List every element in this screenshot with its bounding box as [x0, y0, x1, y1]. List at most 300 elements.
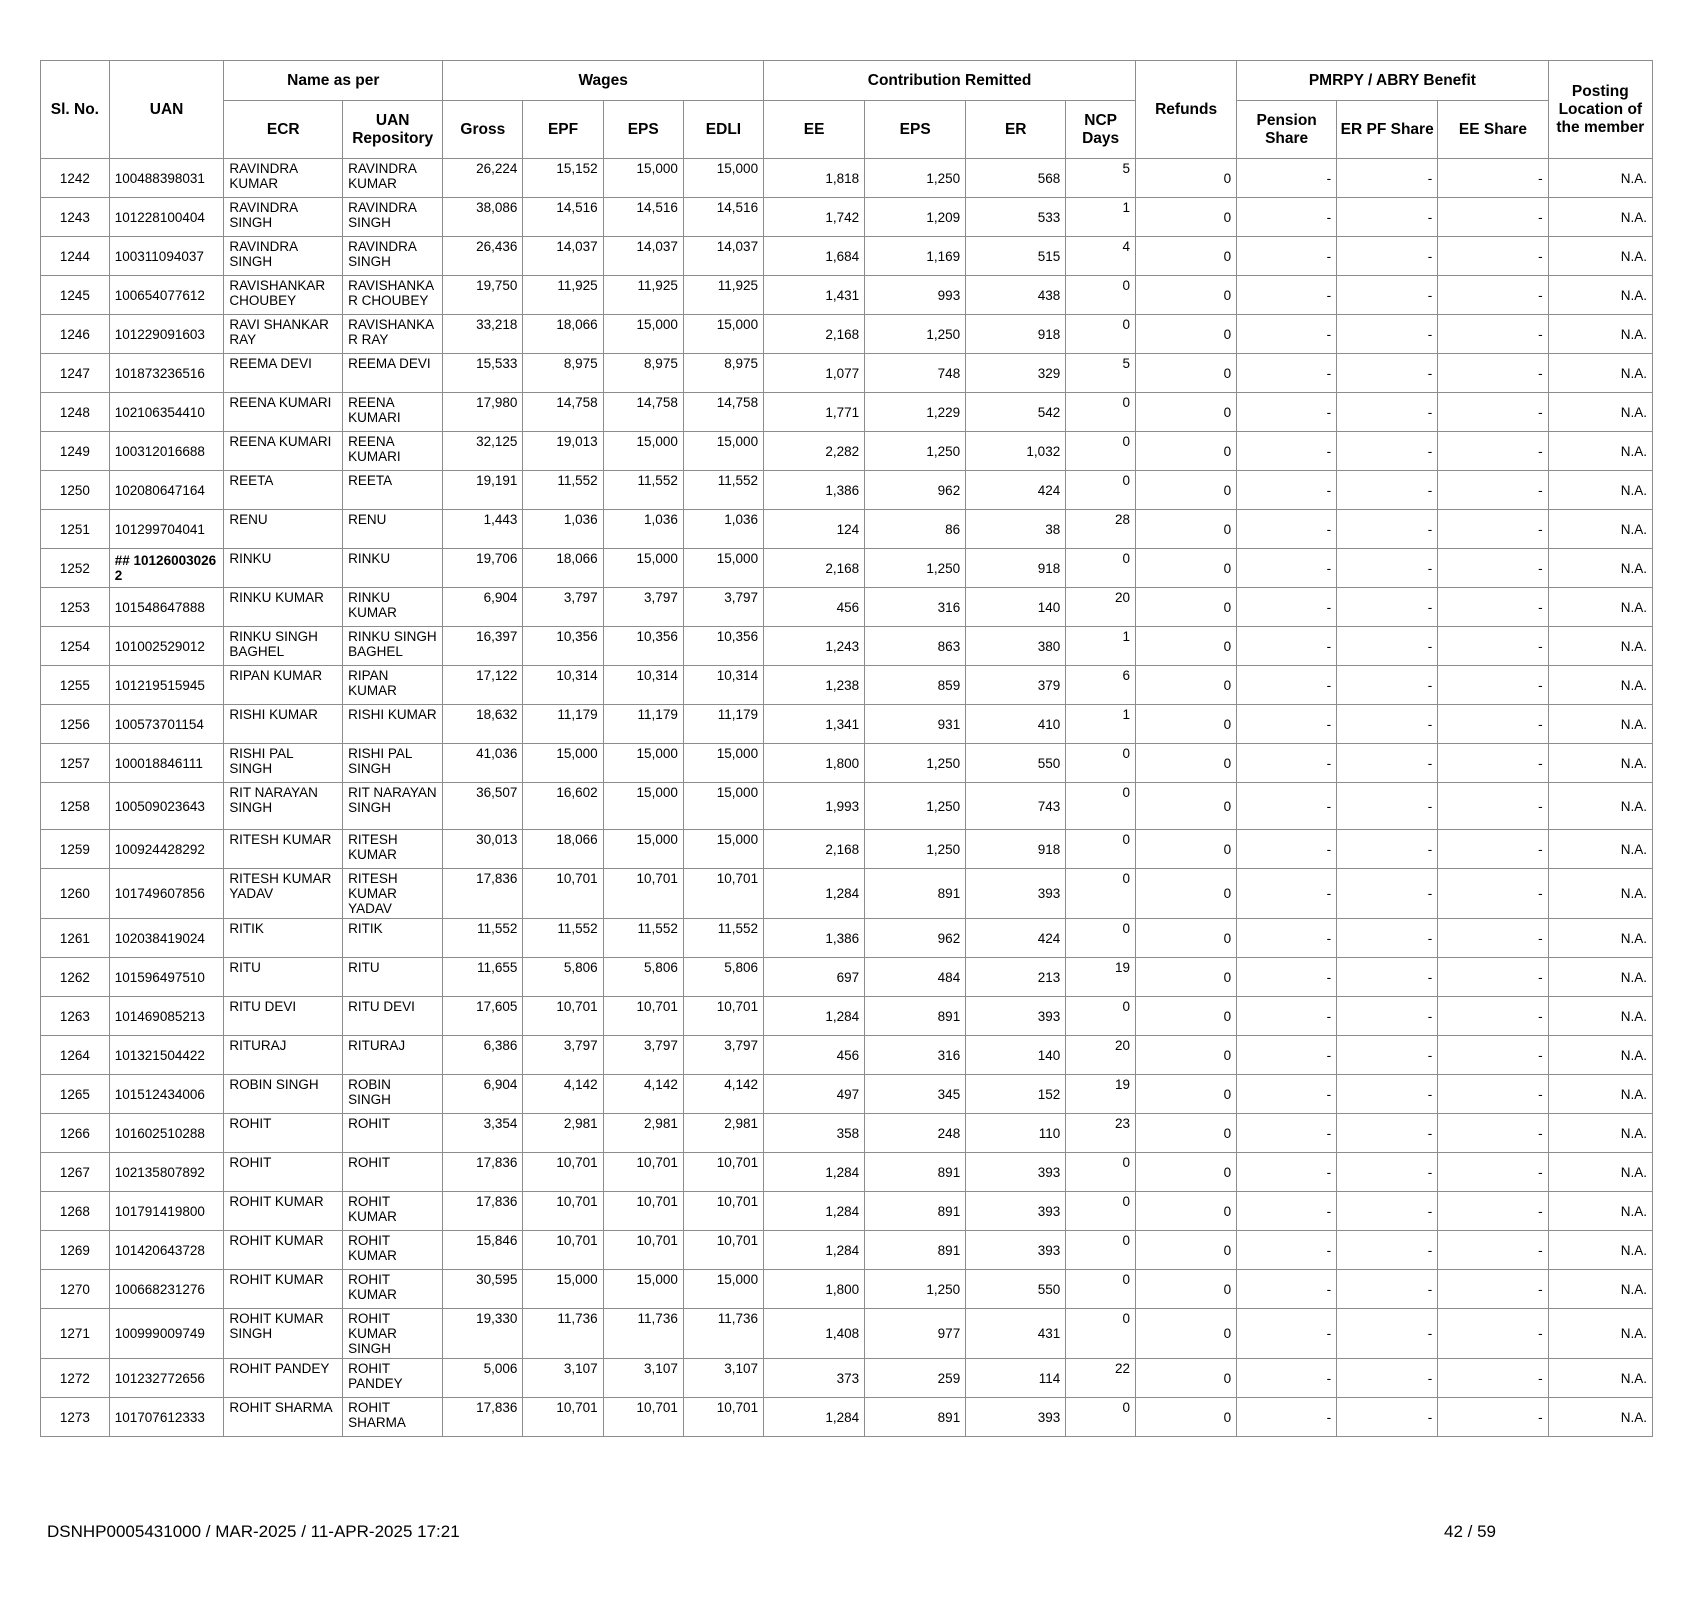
cell-name-ecr: RAVINDRA SINGH — [224, 237, 343, 276]
cell-epf: 10,701 — [523, 869, 603, 919]
cell-ee-share: - — [1438, 315, 1548, 354]
cell-uan: ## 10126003026 2 — [109, 549, 224, 588]
cell-er-pf-share: - — [1337, 393, 1438, 432]
cell-sl-no: 1246 — [41, 315, 110, 354]
cell-gross: 36,507 — [443, 783, 523, 830]
cell-eps-contribution: 259 — [865, 1359, 966, 1398]
cell-er: 515 — [966, 237, 1066, 276]
cell-ncp-days: 19 — [1066, 958, 1136, 997]
cell-name-ecr: RITU DEVI — [224, 997, 343, 1036]
cell-name-uan-repository: REETA — [343, 471, 443, 510]
cell-refunds: 0 — [1136, 1192, 1237, 1231]
cell-er-pf-share: - — [1337, 1153, 1438, 1192]
cell-er-pf-share: - — [1337, 744, 1438, 783]
cell-uan: 100668231276 — [109, 1270, 224, 1309]
header-ee: EE — [764, 101, 865, 159]
cell-sl-no: 1265 — [41, 1075, 110, 1114]
cell-refunds: 0 — [1136, 315, 1237, 354]
cell-ee-share: - — [1438, 1270, 1548, 1309]
cell-ee: 1,684 — [764, 237, 865, 276]
cell-sl-no: 1264 — [41, 1036, 110, 1075]
cell-uan: 101596497510 — [109, 958, 224, 997]
cell-epf: 10,701 — [523, 1231, 603, 1270]
cell-eps: 10,701 — [603, 1231, 683, 1270]
cell-name-ecr: RAVI SHANKAR RAY — [224, 315, 343, 354]
cell-posting-location: N.A. — [1548, 627, 1652, 666]
cell-pension-share: - — [1237, 1398, 1337, 1437]
cell-er-pf-share: - — [1337, 783, 1438, 830]
cell-sl-no: 1257 — [41, 744, 110, 783]
cell-edli: 3,797 — [683, 588, 763, 627]
cell-eps: 3,797 — [603, 1036, 683, 1075]
table-row — [41, 159, 1653, 198]
cell-refunds: 0 — [1136, 783, 1237, 830]
cell-refunds: 0 — [1136, 1075, 1237, 1114]
cell-epf: 10,314 — [523, 666, 603, 705]
cell-ee: 358 — [764, 1114, 865, 1153]
cell-name-ecr: RITURAJ — [224, 1036, 343, 1075]
cell-pension-share: - — [1237, 1153, 1337, 1192]
cell-name-ecr: ROHIT SHARMA — [224, 1398, 343, 1437]
cell-name-uan-repository: RITU — [343, 958, 443, 997]
cell-eps: 3,107 — [603, 1359, 683, 1398]
cell-ee: 1,408 — [764, 1309, 865, 1359]
cell-epf: 3,107 — [523, 1359, 603, 1398]
cell-epf: 10,701 — [523, 1398, 603, 1437]
cell-uan: 101602510288 — [109, 1114, 224, 1153]
header-sl-no: Sl. No. — [41, 61, 110, 159]
cell-eps-contribution: 1,250 — [865, 315, 966, 354]
cell-gross: 19,330 — [443, 1309, 523, 1359]
header-pension-share: Pension Share — [1237, 101, 1337, 159]
cell-eps-contribution: 484 — [865, 958, 966, 997]
cell-epf: 8,975 — [523, 354, 603, 393]
table-row — [41, 869, 1653, 919]
table-row — [41, 958, 1653, 997]
cell-name-ecr: RIPAN KUMAR — [224, 666, 343, 705]
footer-document-id: DSNHP0005431000 / MAR-2025 / 11-APR-2025 17:21 — [47, 1522, 460, 1541]
cell-ncp-days: 0 — [1066, 1231, 1136, 1270]
cell-eps: 10,701 — [603, 1192, 683, 1231]
cell-eps: 4,142 — [603, 1075, 683, 1114]
cell-ncp-days: 19 — [1066, 1075, 1136, 1114]
cell-pension-share: - — [1237, 354, 1337, 393]
cell-ee-share: - — [1438, 432, 1548, 471]
cell-uan: 100312016688 — [109, 432, 224, 471]
cell-edli: 3,797 — [683, 1036, 763, 1075]
cell-eps-contribution: 1,169 — [865, 237, 966, 276]
cell-er-pf-share: - — [1337, 919, 1438, 958]
cell-name-uan-repository: ROHIT SHARMA — [343, 1398, 443, 1437]
cell-ee: 2,282 — [764, 432, 865, 471]
cell-pension-share: - — [1237, 471, 1337, 510]
cell-edli: 10,701 — [683, 1231, 763, 1270]
cell-edli: 10,701 — [683, 869, 763, 919]
table-row — [41, 393, 1653, 432]
cell-eps-contribution: 86 — [865, 510, 966, 549]
footer-page-number: 42 / 59 — [1444, 1522, 1496, 1541]
cell-posting-location: N.A. — [1548, 588, 1652, 627]
cell-sl-no: 1262 — [41, 958, 110, 997]
cell-ee-share: - — [1438, 237, 1548, 276]
cell-sl-no: 1244 — [41, 237, 110, 276]
cell-eps-contribution: 1,250 — [865, 783, 966, 830]
cell-name-uan-repository: REENA KUMARI — [343, 432, 443, 471]
cell-epf: 2,981 — [523, 1114, 603, 1153]
cell-uan: 102106354410 — [109, 393, 224, 432]
cell-ee-share: - — [1438, 588, 1548, 627]
cell-eps-contribution: 891 — [865, 1398, 966, 1437]
cell-gross: 32,125 — [443, 432, 523, 471]
cell-name-uan-repository: RAVINDRA SINGH — [343, 198, 443, 237]
cell-ee-share: - — [1438, 1192, 1548, 1231]
cell-pension-share: - — [1237, 1036, 1337, 1075]
table-row — [41, 705, 1653, 744]
cell-ee-share: - — [1438, 471, 1548, 510]
cell-refunds: 0 — [1136, 830, 1237, 869]
cell-pension-share: - — [1237, 666, 1337, 705]
cell-name-uan-repository: ROHIT KUMAR — [343, 1231, 443, 1270]
cell-eps: 11,552 — [603, 471, 683, 510]
cell-edli: 8,975 — [683, 354, 763, 393]
cell-eps-contribution: 316 — [865, 588, 966, 627]
cell-eps-contribution: 1,250 — [865, 159, 966, 198]
header-pmrpy-abry: PMRPY / ABRY Benefit — [1237, 61, 1549, 101]
cell-refunds: 0 — [1136, 1114, 1237, 1153]
cell-sl-no: 1253 — [41, 588, 110, 627]
cell-gross: 3,354 — [443, 1114, 523, 1153]
cell-er-pf-share: - — [1337, 549, 1438, 588]
cell-er: 743 — [966, 783, 1066, 830]
cell-pension-share: - — [1237, 159, 1337, 198]
cell-uan: 101229091603 — [109, 315, 224, 354]
cell-epf: 10,701 — [523, 997, 603, 1036]
cell-epf: 15,000 — [523, 1270, 603, 1309]
cell-eps-contribution: 891 — [865, 997, 966, 1036]
cell-eps: 11,552 — [603, 919, 683, 958]
table-body — [41, 159, 1653, 1437]
cell-edli: 10,701 — [683, 1398, 763, 1437]
cell-uan: 101232772656 — [109, 1359, 224, 1398]
cell-name-ecr: RITU — [224, 958, 343, 997]
cell-eps: 14,037 — [603, 237, 683, 276]
cell-name-uan-repository: RINKU KUMAR — [343, 588, 443, 627]
cell-eps: 14,516 — [603, 198, 683, 237]
cell-er: 424 — [966, 471, 1066, 510]
table-row — [41, 1075, 1653, 1114]
cell-epf: 1,036 — [523, 510, 603, 549]
cell-name-uan-repository: RAVISHANKA R CHOUBEY — [343, 276, 443, 315]
cell-gross: 15,533 — [443, 354, 523, 393]
cell-ee: 1,771 — [764, 393, 865, 432]
cell-posting-location: N.A. — [1548, 1075, 1652, 1114]
cell-ee: 1,800 — [764, 1270, 865, 1309]
cell-gross: 41,036 — [443, 744, 523, 783]
cell-er-pf-share: - — [1337, 666, 1438, 705]
cell-gross: 17,836 — [443, 1153, 523, 1192]
cell-gross: 6,904 — [443, 1075, 523, 1114]
cell-er: 393 — [966, 869, 1066, 919]
cell-gross: 18,632 — [443, 705, 523, 744]
cell-ee: 1,238 — [764, 666, 865, 705]
cell-gross: 17,605 — [443, 997, 523, 1036]
cell-ee: 1,284 — [764, 997, 865, 1036]
cell-er-pf-share: - — [1337, 588, 1438, 627]
cell-sl-no: 1248 — [41, 393, 110, 432]
cell-eps: 10,314 — [603, 666, 683, 705]
cell-ncp-days: 1 — [1066, 627, 1136, 666]
cell-name-ecr: RAVISHANKAR CHOUBEY — [224, 276, 343, 315]
table-row — [41, 666, 1653, 705]
cell-uan: 102080647164 — [109, 471, 224, 510]
cell-name-ecr: REEMA DEVI — [224, 354, 343, 393]
cell-eps: 15,000 — [603, 783, 683, 830]
cell-ee: 1,341 — [764, 705, 865, 744]
cell-er: 110 — [966, 1114, 1066, 1153]
cell-edli: 10,314 — [683, 666, 763, 705]
cell-posting-location: N.A. — [1548, 830, 1652, 869]
cell-ee-share: - — [1438, 1309, 1548, 1359]
cell-ee-share: - — [1438, 1036, 1548, 1075]
cell-name-ecr: ROHIT KUMAR SINGH — [224, 1309, 343, 1359]
cell-ncp-days: 0 — [1066, 393, 1136, 432]
cell-ncp-days: 5 — [1066, 159, 1136, 198]
cell-uan: 101548647888 — [109, 588, 224, 627]
cell-epf: 18,066 — [523, 315, 603, 354]
table-row — [41, 588, 1653, 627]
cell-posting-location: N.A. — [1548, 1270, 1652, 1309]
cell-ee: 1,284 — [764, 869, 865, 919]
cell-ncp-days: 0 — [1066, 997, 1136, 1036]
header-eps-contribution: EPS — [865, 101, 966, 159]
cell-edli: 10,356 — [683, 627, 763, 666]
cell-refunds: 0 — [1136, 1231, 1237, 1270]
cell-name-ecr: RAVINDRA SINGH — [224, 198, 343, 237]
cell-ncp-days: 0 — [1066, 471, 1136, 510]
cell-eps: 11,925 — [603, 276, 683, 315]
cell-posting-location: N.A. — [1548, 471, 1652, 510]
cell-sl-no: 1249 — [41, 432, 110, 471]
header-ecr: ECR — [224, 101, 343, 159]
table-row — [41, 1359, 1653, 1398]
table-row — [41, 198, 1653, 237]
cell-edli: 10,701 — [683, 997, 763, 1036]
cell-pension-share: - — [1237, 627, 1337, 666]
cell-posting-location: N.A. — [1548, 549, 1652, 588]
table-row — [41, 432, 1653, 471]
cell-ncp-days: 1 — [1066, 198, 1136, 237]
cell-er-pf-share: - — [1337, 1359, 1438, 1398]
cell-uan: 100488398031 — [109, 159, 224, 198]
cell-epf: 15,000 — [523, 744, 603, 783]
cell-uan: 100573701154 — [109, 705, 224, 744]
cell-refunds: 0 — [1136, 354, 1237, 393]
cell-uan: 101707612333 — [109, 1398, 224, 1437]
cell-ncp-days: 0 — [1066, 830, 1136, 869]
cell-er: 393 — [966, 1153, 1066, 1192]
cell-eps: 10,701 — [603, 1153, 683, 1192]
cell-eps-contribution: 248 — [865, 1114, 966, 1153]
cell-name-uan-repository: RISHI KUMAR — [343, 705, 443, 744]
cell-name-uan-repository: REENA KUMARI — [343, 393, 443, 432]
cell-pension-share: - — [1237, 919, 1337, 958]
cell-uan: 100924428292 — [109, 830, 224, 869]
cell-epf: 4,142 — [523, 1075, 603, 1114]
cell-edli: 15,000 — [683, 830, 763, 869]
cell-er: 379 — [966, 666, 1066, 705]
cell-ncp-days: 20 — [1066, 588, 1136, 627]
cell-ncp-days: 0 — [1066, 276, 1136, 315]
header-er-pf-share: ER PF Share — [1337, 101, 1438, 159]
cell-er-pf-share: - — [1337, 198, 1438, 237]
cell-sl-no: 1263 — [41, 997, 110, 1036]
cell-eps: 15,000 — [603, 159, 683, 198]
cell-refunds: 0 — [1136, 549, 1237, 588]
cell-name-uan-repository: RAVINDRA KUMAR — [343, 159, 443, 198]
cell-name-uan-repository: RINKU — [343, 549, 443, 588]
cell-pension-share: - — [1237, 1359, 1337, 1398]
cell-sl-no: 1269 — [41, 1231, 110, 1270]
table-row — [41, 1231, 1653, 1270]
cell-refunds: 0 — [1136, 1036, 1237, 1075]
cell-ee-share: - — [1438, 830, 1548, 869]
cell-refunds: 0 — [1136, 432, 1237, 471]
cell-ee-share: - — [1438, 1359, 1548, 1398]
cell-ee-share: - — [1438, 159, 1548, 198]
cell-eps: 15,000 — [603, 830, 683, 869]
header-refunds: Refunds — [1136, 61, 1237, 159]
cell-eps: 11,179 — [603, 705, 683, 744]
cell-name-ecr: RINKU KUMAR — [224, 588, 343, 627]
cell-refunds: 0 — [1136, 1359, 1237, 1398]
cell-eps-contribution: 316 — [865, 1036, 966, 1075]
cell-posting-location: N.A. — [1548, 510, 1652, 549]
cell-ncp-days: 23 — [1066, 1114, 1136, 1153]
cell-gross: 17,980 — [443, 393, 523, 432]
cell-name-uan-repository: RITIK — [343, 919, 443, 958]
cell-gross: 17,836 — [443, 1192, 523, 1231]
cell-uan: 101002529012 — [109, 627, 224, 666]
cell-eps: 10,701 — [603, 997, 683, 1036]
cell-name-uan-repository: ROHIT PANDEY — [343, 1359, 443, 1398]
cell-eps-contribution: 863 — [865, 627, 966, 666]
cell-name-uan-repository: ROHIT — [343, 1153, 443, 1192]
cell-name-ecr: ROHIT KUMAR — [224, 1270, 343, 1309]
cell-eps-contribution: 891 — [865, 1153, 966, 1192]
cell-eps-contribution: 977 — [865, 1309, 966, 1359]
cell-er: 152 — [966, 1075, 1066, 1114]
cell-gross: 11,552 — [443, 919, 523, 958]
cell-eps: 15,000 — [603, 315, 683, 354]
cell-edli: 14,758 — [683, 393, 763, 432]
cell-ee-share: - — [1438, 276, 1548, 315]
table-row — [41, 783, 1653, 830]
cell-pension-share: - — [1237, 1270, 1337, 1309]
cell-uan: 102135807892 — [109, 1153, 224, 1192]
cell-er: 140 — [966, 588, 1066, 627]
table-row — [41, 354, 1653, 393]
cell-edli: 14,516 — [683, 198, 763, 237]
cell-refunds: 0 — [1136, 744, 1237, 783]
header-gross: Gross — [443, 101, 523, 159]
cell-eps: 15,000 — [603, 432, 683, 471]
header-ee-share: EE Share — [1438, 101, 1548, 159]
cell-name-uan-repository: ROBIN SINGH — [343, 1075, 443, 1114]
cell-sl-no: 1271 — [41, 1309, 110, 1359]
cell-refunds: 0 — [1136, 1270, 1237, 1309]
cell-ncp-days: 0 — [1066, 1192, 1136, 1231]
cell-epf: 14,758 — [523, 393, 603, 432]
cell-epf: 11,179 — [523, 705, 603, 744]
cell-ee: 497 — [764, 1075, 865, 1114]
cell-eps-contribution: 1,229 — [865, 393, 966, 432]
cell-ncp-days: 0 — [1066, 549, 1136, 588]
cell-er: 393 — [966, 1231, 1066, 1270]
header-posting-location: Posting Location of the member — [1548, 61, 1652, 159]
cell-name-ecr: REETA — [224, 471, 343, 510]
table-row — [41, 549, 1653, 588]
cell-er: 550 — [966, 1270, 1066, 1309]
header-epf: EPF — [523, 101, 603, 159]
cell-er: 393 — [966, 997, 1066, 1036]
cell-name-uan-repository: ROHIT KUMAR — [343, 1192, 443, 1231]
cell-ncp-days: 20 — [1066, 1036, 1136, 1075]
cell-er: 918 — [966, 549, 1066, 588]
cell-posting-location: N.A. — [1548, 666, 1652, 705]
header-wages: Wages — [443, 61, 764, 101]
cell-ee-share: - — [1438, 1114, 1548, 1153]
cell-eps-contribution: 1,250 — [865, 830, 966, 869]
cell-ee-share: - — [1438, 510, 1548, 549]
cell-uan: 101469085213 — [109, 997, 224, 1036]
cell-eps: 15,000 — [603, 1270, 683, 1309]
cell-er-pf-share: - — [1337, 869, 1438, 919]
cell-posting-location: N.A. — [1548, 997, 1652, 1036]
cell-gross: 6,904 — [443, 588, 523, 627]
cell-epf: 11,552 — [523, 919, 603, 958]
cell-ee: 456 — [764, 588, 865, 627]
cell-refunds: 0 — [1136, 919, 1237, 958]
cell-eps: 11,736 — [603, 1309, 683, 1359]
cell-er: 431 — [966, 1309, 1066, 1359]
cell-sl-no: 1267 — [41, 1153, 110, 1192]
cell-refunds: 0 — [1136, 1153, 1237, 1192]
table-row — [41, 1036, 1653, 1075]
cell-name-uan-repository: RENU — [343, 510, 443, 549]
cell-gross: 17,836 — [443, 869, 523, 919]
cell-refunds: 0 — [1136, 198, 1237, 237]
cell-gross: 33,218 — [443, 315, 523, 354]
cell-name-ecr: REENA KUMARI — [224, 432, 343, 471]
cell-ee-share: - — [1438, 783, 1548, 830]
contribution-table — [40, 60, 1653, 1437]
cell-name-ecr: ROHIT — [224, 1153, 343, 1192]
table-row — [41, 510, 1653, 549]
cell-er: 213 — [966, 958, 1066, 997]
cell-name-uan-repository: RITURAJ — [343, 1036, 443, 1075]
cell-epf: 10,701 — [523, 1192, 603, 1231]
cell-gross: 17,836 — [443, 1398, 523, 1437]
cell-edli: 11,925 — [683, 276, 763, 315]
cell-ee-share: - — [1438, 1398, 1548, 1437]
cell-er: 550 — [966, 744, 1066, 783]
cell-edli: 15,000 — [683, 549, 763, 588]
cell-epf: 10,701 — [523, 1153, 603, 1192]
cell-refunds: 0 — [1136, 627, 1237, 666]
cell-posting-location: N.A. — [1548, 744, 1652, 783]
cell-sl-no: 1242 — [41, 159, 110, 198]
cell-posting-location: N.A. — [1548, 1114, 1652, 1153]
